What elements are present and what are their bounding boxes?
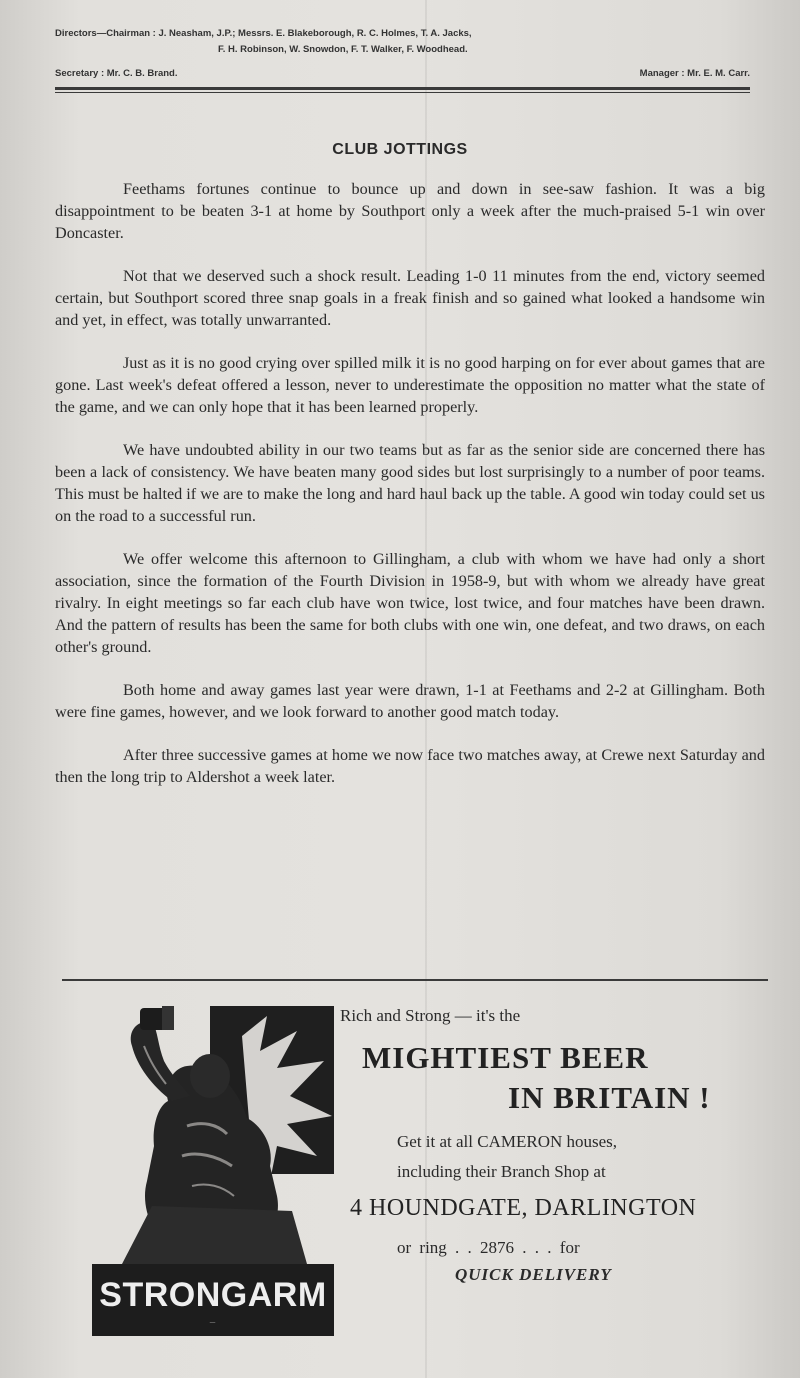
paragraph: Feethams fortunes continue to bounce up and down in see-saw fashion. It was a big disappointment to be beaten 3-1 at home by Southport only a week after the much-praised 5-1 win over Doncaster. xyxy=(55,180,765,242)
advert-headline-2: IN BRITAIN ! xyxy=(508,1080,711,1115)
header-rule xyxy=(55,87,750,93)
advert-divider xyxy=(62,979,768,981)
secretary: Secretary : Mr. C. B. Brand. xyxy=(55,68,178,79)
advert-tagline: Rich and Strong — it's the xyxy=(340,1006,521,1025)
paragraph: Both home and away games last year were drawn, 1-1 at Feethams and 2-2 at Gillingham. Both were fine games, however, and we look forward to another good match today. xyxy=(55,681,765,721)
paragraph: After three successive games at home we now face two matches away, at Crewe next Saturday and then the long trip to Aldershot a week later. xyxy=(55,746,765,786)
directors-line-1: Directors—Chairman : J. Neasham, J.P.; Messrs. E. Blakeborough, R. C. Holmes, T. A. Jacks, xyxy=(55,28,472,39)
paragraph: We offer welcome this afternoon to Gillingham, a club with whom we have had only a short association, since the formation of the Fourth Division in 1958-9, but with whom we already have great rivalry. In eight meetings so far each club have won twice, lost twice, and four matches have been drawn. And the pattern of results has been the same for both clubs with one win, one defeat, and two draws, on each other's ground. xyxy=(55,550,765,656)
directors-line-2: F. H. Robinson, W. Snowdon, F. T. Walker, F. Woodhead. xyxy=(218,44,468,55)
manager: Manager : Mr. E. M. Carr. xyxy=(639,68,750,79)
paragraph: Just as it is no good crying over spilled milk it is no good harping on for ever about games that are gone. Last week's defeat offered a lesson, never to underestimate the opposition no matter what the state of the game, and we can only hope that it has been learned properly. xyxy=(55,354,765,416)
advert-address: 4 HOUNDGATE, DARLINGTON xyxy=(350,1195,697,1221)
advert-phone: or ring . . 2876 . . . for xyxy=(397,1238,580,1257)
advert-delivery: QUICK DELIVERY xyxy=(455,1265,612,1284)
article-body xyxy=(55,178,765,809)
advert-line-3: Get it at all CAMERON houses, xyxy=(397,1132,618,1151)
officials-line xyxy=(55,68,750,79)
brand-logo: STRONGARM xyxy=(99,1276,327,1314)
paragraph: We have undoubted ability in our two teams but as far as the senior side are concerned there has been a lack of consistency. We have beaten many good sides but lost surprisingly to a number of poor teams. This must be halted if we are to make the long and hard haul back up the table. A good win today could set us on the road to a successful run. xyxy=(55,441,765,525)
brand-trademark: — xyxy=(209,1320,217,1326)
advert-line-4: including their Branch Shop at xyxy=(397,1162,606,1181)
advert-headline-1: MIGHTIEST BEER xyxy=(362,1040,649,1075)
strongarm-advert-image xyxy=(92,1006,334,1336)
page-title: CLUB JOTTINGS xyxy=(332,141,468,158)
paragraph: Not that we deserved such a shock result. Leading 1-0 11 minutes from the end, victory seemed certain, but Southport scored three snap goals in a freak finish and so gained what looked a handsome win and yet, in effect, was totally unwarranted. xyxy=(55,267,765,329)
